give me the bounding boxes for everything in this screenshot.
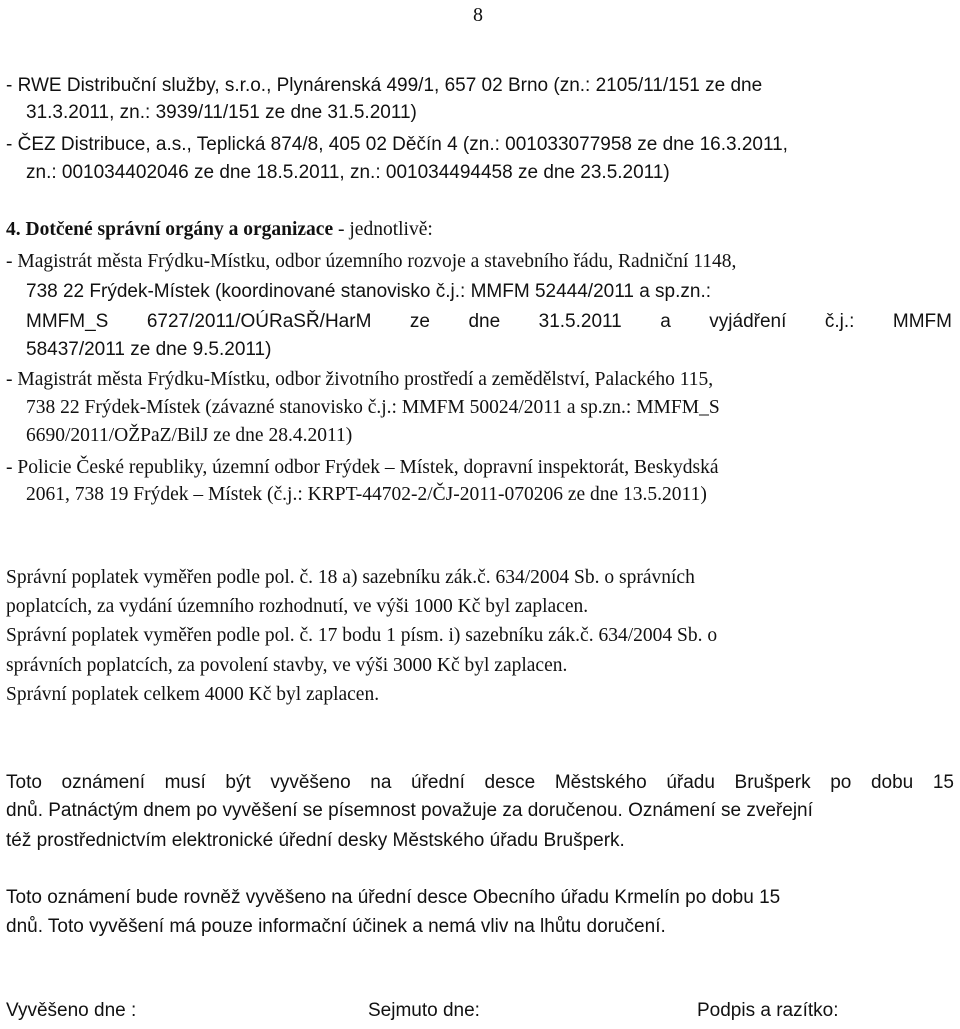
authority-line: - Magistrát města Frýdku-Místku, odbor územního rozvoje a stavebního řádu, Radniční 1148, <box>6 251 737 272</box>
page-number: 8 <box>473 4 483 26</box>
section-4-heading-suffix: - jednotlivě: <box>333 219 433 240</box>
authority-line: 2061, 738 19 Frýdek – Místek (č.j.: KRPT-44702-2/ČJ-2011-070206 ze dne 13.5.2011) <box>26 484 707 505</box>
fee-line: Správní poplatek vyměřen podle pol. č. 17 bodu 1 písm. i) sazebníku zák.č. 634/2004 Sb. o <box>6 625 718 646</box>
distributor-line: - RWE Distribuční služby, s.r.o., Plynárenská 499/1, 657 02 Brno (zn.: 2105/11/151 ze dne <box>6 75 763 96</box>
authority-line: MMFM_S 6727/2011/OÚRaSŘ/HarM ze dne 31.5.2011 a vyjádření č.j.: MMFM <box>26 311 952 332</box>
section-4-heading: 4. Dotčené správní orgány a organizace <box>6 219 334 240</box>
fee-line: Správní poplatek celkem 4000 Kč byl zaplacen. <box>6 684 380 705</box>
fee-line: poplatcích, za vydání územního rozhodnutí, ve výši 1000 Kč byl zaplacen. <box>6 596 589 617</box>
authority-line: 58437/2011 ze dne 9.5.2011) <box>26 339 272 360</box>
distributor-line: zn.: 001034402046 ze dne 18.5.2011, zn.: 001034494458 ze dne 23.5.2011) <box>26 162 670 183</box>
authority-line: 738 22 Frýdek-Místek (závazné stanovisko č.j.: MMFM 50024/2011 a sp.zn.: MMFM_S <box>26 397 720 418</box>
notice-line: dnů. Toto vyvěšení má pouze informační účinek a nemá vliv na lhůtu doručení. <box>6 916 666 937</box>
authority-line: 6690/2011/OŽPaZ/BilJ ze dne 28.4.2011) <box>26 425 353 446</box>
section-4-heading-line <box>6 218 433 242</box>
distributor-line: 31.3.2011, zn.: 3939/11/151 ze dne 31.5.2011) <box>26 102 417 123</box>
notice-line: dnů. Patnáctým dnem po vyvěšení se písemnost považuje za doručenou. Oznámení se zveřejní <box>6 800 813 821</box>
notice-line: Toto oznámení bude rovněž vyvěšeno na úřední desce Obecního úřadu Krmelín po dobu 15 <box>6 887 781 908</box>
authority-line: 738 22 Frýdek-Místek (koordinované stanovisko č.j.: MMFM 52444/2011 a sp.zn.: <box>26 281 712 302</box>
authority-line: - Magistrát města Frýdku-Místku, odbor životního prostředí a zemědělství, Palackého 115, <box>6 369 714 390</box>
notice-line: Toto oznámení musí být vyvěšeno na úřední desce Městského úřadu Brušperk po dobu 15 <box>6 772 954 793</box>
signature-label: Podpis a razítko: <box>697 1000 839 1021</box>
posted-date-label: Vyvěšeno dne : <box>6 1000 137 1021</box>
fee-line: správních poplatcích, za povolení stavby, ve výši 3000 Kč byl zaplacen. <box>6 655 568 676</box>
notice-line: též prostřednictvím elektronické úřední desky Městského úřadu Brušperk. <box>6 830 625 851</box>
fee-line: Správní poplatek vyměřen podle pol. č. 18 a) sazebníku zák.č. 634/2004 Sb. o správních <box>6 567 695 588</box>
authority-line: - Policie České republiky, územní odbor Frýdek – Místek, dopravní inspektorát, Beskydská <box>6 457 719 478</box>
distributor-line: - ČEZ Distribuce, a.s., Teplická 874/8, 405 02 Děčín 4 (zn.: 001033077958 ze dne 16.3.2011, <box>6 134 788 155</box>
removed-date-label: Sejmuto dne: <box>368 1000 480 1021</box>
